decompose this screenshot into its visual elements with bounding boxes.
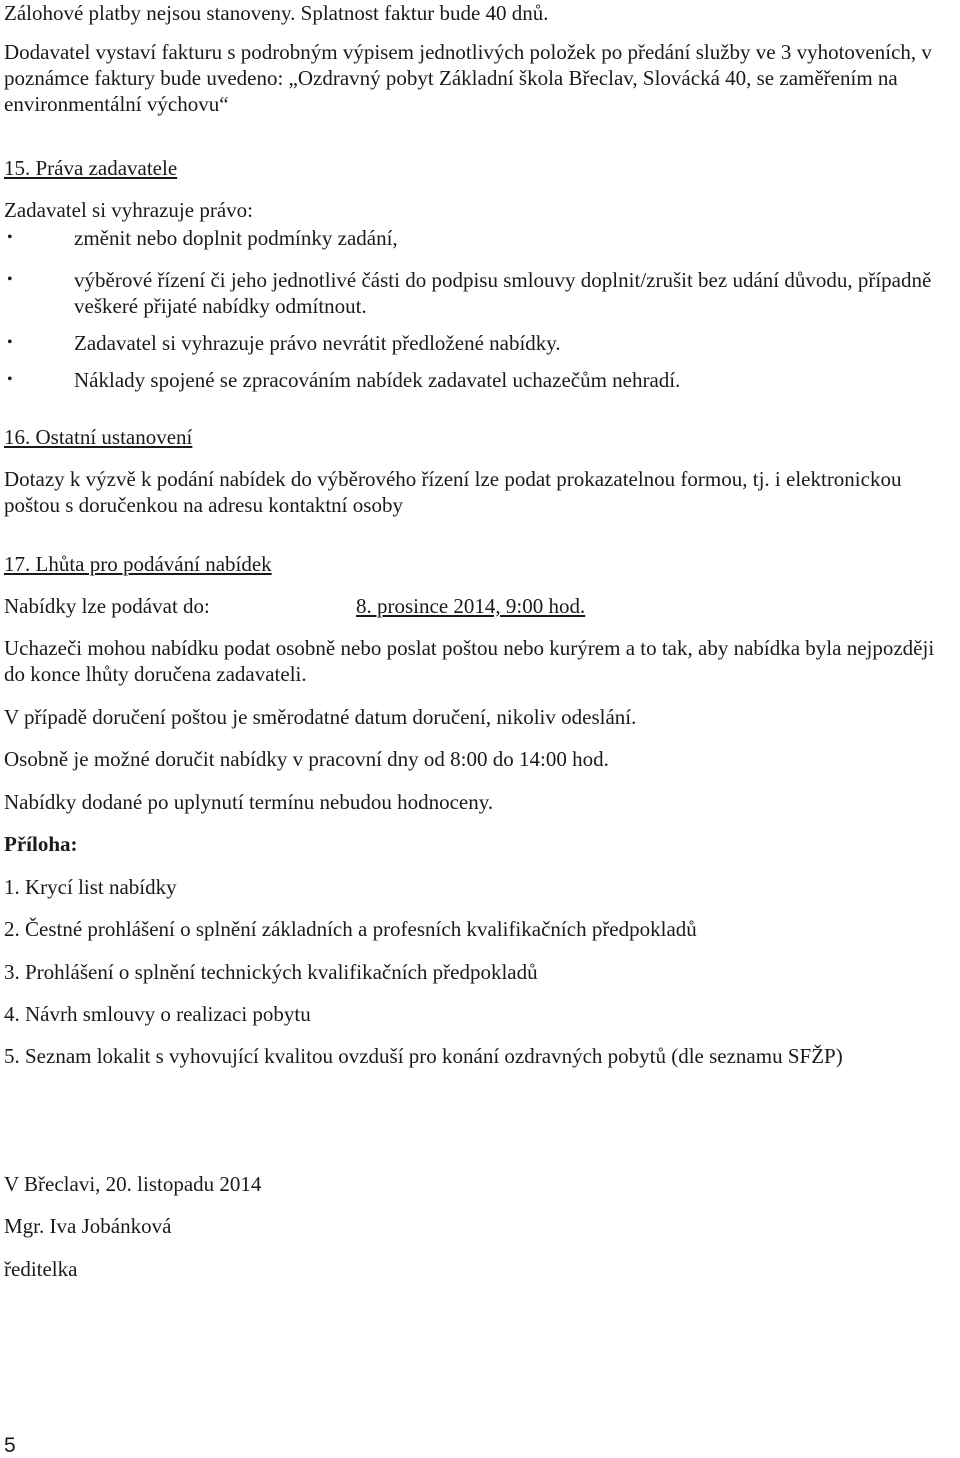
section-15-intro: Zadavatel si vyhrazuje právo: (4, 198, 253, 222)
bullet-icon: • (7, 229, 13, 246)
personal-delivery-paragraph: Osobně je možné doručit nabídky v pracovní dny od 8:00 do 14:00 hod. (4, 747, 609, 771)
section-17-heading: 17. Lhůta pro podávání nabídek (4, 552, 272, 576)
attachment-item: 3. Prohlášení o splnění technických kvalifikačních předpokladů (4, 960, 538, 984)
list-item-text: Zadavatel si vyhrazuje právo nevrátit předložené nabídky. (74, 331, 561, 355)
page-number: 5 (4, 1434, 16, 1457)
list-item-text: změnit nebo doplnit podmínky zadání, (74, 226, 398, 250)
deadline-row (4, 593, 585, 619)
attachment-item: 4. Návrh smlouvy o realizaci pobytu (4, 1002, 311, 1026)
section-16-text: Dotazy k výzvě k podání nabídek do výběrového řízení lze podat prokazatelnou formou, tj. i elektronickou poštou s doručenkou na adresu kontaktní osoby (4, 467, 902, 517)
late-offers-paragraph: Nabídky dodané po uplynutí termínu nebudou hodnoceny. (4, 790, 494, 814)
list-item-text: Náklady spojené se zpracováním nabídek zadavatel uchazečům nehradí. (74, 368, 681, 392)
bullet-icon: • (7, 271, 13, 288)
section-15-list (4, 225, 956, 393)
invoice-paragraph: Dodavatel vystaví fakturu s podrobným výpisem jednotlivých položek po předání služby ve 3 vyhotoveních, v poznámce faktury bude uvedeno: „Ozdravný pobyt Základní škola Břeclav, Slovácká 40, se zaměřením na environmentální výchovu“ (4, 40, 932, 116)
signature-role: ředitelka (4, 1257, 78, 1281)
signature-place-date: V Břeclavi, 20. listopadu 2014 (4, 1172, 262, 1196)
list-item (4, 330, 956, 356)
list-item (4, 267, 956, 319)
attachment-item: 5. Seznam lokalit s vyhovující kvalitou ovzduší pro konání ozdravných pobytů (dle seznamu SFŽP) (4, 1044, 843, 1068)
delivery-paragraph: Uchazeči mohou nabídku podat osobně nebo poslat poštou nebo kurýrem a to tak, aby nabídka byla nejpozději do konce lhůty doručena zadavateli. (4, 636, 935, 686)
advance-payment-line: Zálohové platby nejsou stanoveny. Splatnost faktur bude 40 dnů. (4, 1, 549, 25)
section-16-heading: 16. Ostatní ustanovení (4, 425, 193, 449)
attachment-item: 1. Krycí list nabídky (4, 875, 177, 899)
signature-name: Mgr. Iva Jobánková (4, 1214, 172, 1238)
list-item-text: výběrové řízení či jeho jednotlivé části do podpisu smlouvy doplnit/zrušit bez udání důvodu, případně veškeré přijaté nabídky odmítnout. (74, 268, 932, 318)
section-15-heading: 15. Práva zadavatele (4, 156, 178, 180)
bullet-icon: • (7, 371, 13, 388)
bullet-icon: • (7, 334, 13, 351)
deadline-value: 8. prosince 2014, 9:00 hod. (356, 594, 586, 618)
attachment-item: 2. Čestné prohlášení o splnění základních a profesních kvalifikačních předpokladů (4, 917, 697, 941)
list-item (4, 225, 956, 251)
deadline-label: Nabídky lze podávat do: (4, 594, 210, 618)
attachments-heading: Příloha: (4, 832, 78, 856)
postal-delivery-paragraph: V případě doručení poštou je směrodatné datum doručení, nikoliv odeslání. (4, 705, 637, 729)
list-item (4, 367, 956, 393)
